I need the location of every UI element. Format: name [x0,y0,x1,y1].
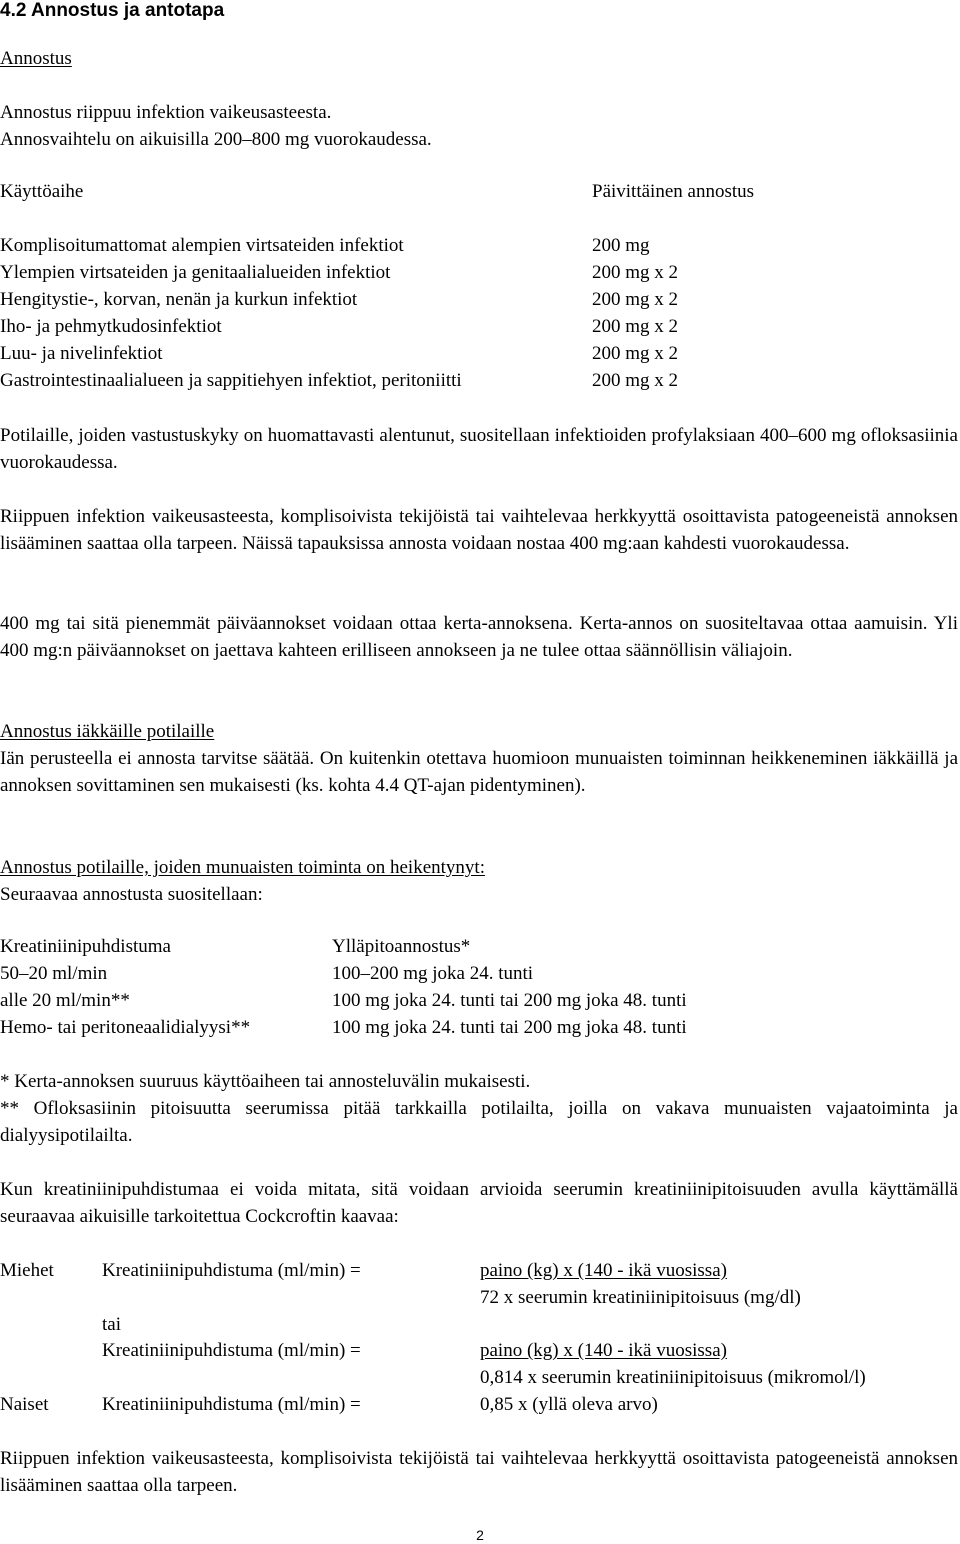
dose-cell: 200 mg x 2 [592,316,679,337]
indication-cell: Hengitystie-, korvan, nenän ja kurkun infektiot [0,289,358,310]
dose-cell: 200 mg x 2 [592,343,679,364]
page-number: 2 [476,1527,484,1543]
dose-cell: 200 mg x 2 [592,289,679,310]
indication-cell: Luu- ja nivelinfektiot [0,343,163,364]
clearance-column-header: Kreatiniinipuhdistuma [0,936,171,957]
section-heading: 4.2 Annostus ja antotapa [0,0,225,21]
indication-cell: Iho- ja pehmytkudosinfektiot [0,316,222,337]
table-row [0,960,960,987]
renal-title: Annostus potilaille, joiden munuaisten toiminta on heikentynyt: [0,857,485,878]
renal-subtitle: Seuraavaa annostusta suositellaan: [0,884,263,905]
table-row [0,259,960,286]
paragraph-prophylaxis: Potilaille, joiden vastustuskyky on huomattavasti alentunut, suositellaan infektioiden profylaksiaan 400–600 mg ofloksasiinia vuorokaudessa. [0,425,958,473]
table-row [0,232,960,259]
indication-table-header [0,178,960,205]
formula-denominator-micromol: 0,814 x seerumin kreatiniinipitoisuus (mikromol/l) [480,1367,866,1388]
table-row [0,286,960,313]
formula-denominator-mgdl: 72 x seerumin kreatiniinipitoisuus (mg/dl) [480,1287,801,1308]
formula-women-row [0,1391,960,1418]
formula-alt-row [0,1337,960,1364]
footnote-1: * Kerta-annoksen suuruus käyttöaiheen tai annosteluvälin mukaisesti. [0,1071,531,1092]
table-row [0,340,960,367]
men-label: Miehet [0,1260,54,1281]
formula-numerator: paino (kg) x (140 - ikä vuosissa) [480,1340,727,1361]
or-label: tai [102,1314,121,1335]
dose-cell: 100 mg joka 24. tunti tai 200 mg joka 48. tunti [332,1017,687,1038]
clearance-cell: alle 20 ml/min** [0,990,130,1011]
intro-line-2: Annosvaihtelu on aikuisilla 200–800 mg vuorokaudessa. [0,129,432,150]
dose-cell: 100–200 mg joka 24. tunti [332,963,534,984]
formula-or-row [0,1311,960,1338]
dose-cell: 200 mg x 2 [592,262,679,283]
indication-cell: Komplisoitumattomat alempien virtsateiden infektiot [0,235,404,256]
table-row [0,367,960,394]
formula-denominator-row [0,1364,960,1391]
indication-cell: Ylempien virtsateiden ja genitaalialueiden infektiot [0,262,391,283]
elderly-title: Annostus iäkkäille potilaille [0,721,215,742]
paragraph-final: Riippuen infektion vaikeusasteesta, komplisoivista tekijöistä tai vaihtelevaa herkkyyttä osoittavista patogeeneistä annoksen lisääminen saattaa olla tarpeen. [0,1448,958,1496]
clearance-label: Kreatiniinipuhdistuma (ml/min) = [102,1260,361,1281]
table-row [0,1014,960,1041]
clearance-label: Kreatiniinipuhdistuma (ml/min) = [102,1340,361,1361]
clearance-cell: Hemo- tai peritoneaalidialyysi** [0,1017,251,1038]
women-label: Naiset [0,1394,49,1415]
dose-column-header: Päivittäinen annostus [592,181,755,202]
indication-column-header: Käyttöaihe [0,181,84,202]
formula-men-row [0,1257,960,1284]
table-row [0,313,960,340]
paragraph-single-dose: 400 mg tai sitä pienemmät päiväannokset voidaan ottaa kerta-annoksena. Kerta-annos on suositeltavaa ottaa aamuisin. Yli 400 mg:n päiväannokset on jaettava kahteen erilliseen annokseen ja ne tulee ottaa säännöllisin väliajoin. [0,613,958,661]
formula-numerator: paino (kg) x (140 - ikä vuosissa) [480,1260,727,1281]
dose-cell: 100 mg joka 24. tunti tai 200 mg joka 48. tunti [332,990,687,1011]
women-value: 0,85 x (yllä oleva arvo) [480,1394,658,1415]
footnote-2: ** Ofloksasiinin pitoisuutta seerumissa pitää tarkkailla potilailta, joilla on vakava munuaisten vajaatoiminta ja dialyysipotilailta. [0,1098,958,1146]
paragraph-cockcroft: Kun kreatiniinipuhdistumaa ei voida mitata, sitä voidaan arvioida seerumin kreatiniinipitoisuuden avulla käyttämällä seuraavaa aikuisille tarkoitettua Cockcroftin kaavaa: [0,1179,958,1227]
intro-line-1: Annostus riippuu infektion vaikeusasteesta. [0,102,332,123]
indication-cell: Gastrointestinaalialueen ja sappitiehyen infektiot, peritoniitti [0,370,462,391]
dose-cell: 200 mg [592,235,650,256]
paragraph-dose-increase: Riippuen infektion vaikeusasteesta, komplisoivista tekijöistä tai vaihtelevaa herkkyyttä osoittavista patogeeneistä annoksen lisääminen saattaa olla tarpeen. Näissä tapauksissa annosta voidaan nostaa 400 mg:aan kahdesti vuorokaudessa. [0,506,958,554]
elderly-text: Iän perusteella ei annosta tarvitse säätää. On kuitenkin otettava huomioon munuaisten toiminnan heikkeneminen iäkkäillä ja annoksen sovittaminen sen mukaisesti (ks. kohta 4.4 QT-ajan pidentyminen). [0,748,958,796]
dosage-title: Annostus [0,48,72,69]
renal-table-header [0,933,960,960]
clearance-label: Kreatiniinipuhdistuma (ml/min) = [102,1394,361,1415]
formula-denominator-row [0,1284,960,1311]
table-row [0,987,960,1014]
clearance-cell: 50–20 ml/min [0,963,108,984]
dose-cell: 200 mg x 2 [592,370,679,391]
maintenance-column-header: Ylläpitoannostus* [332,936,471,957]
